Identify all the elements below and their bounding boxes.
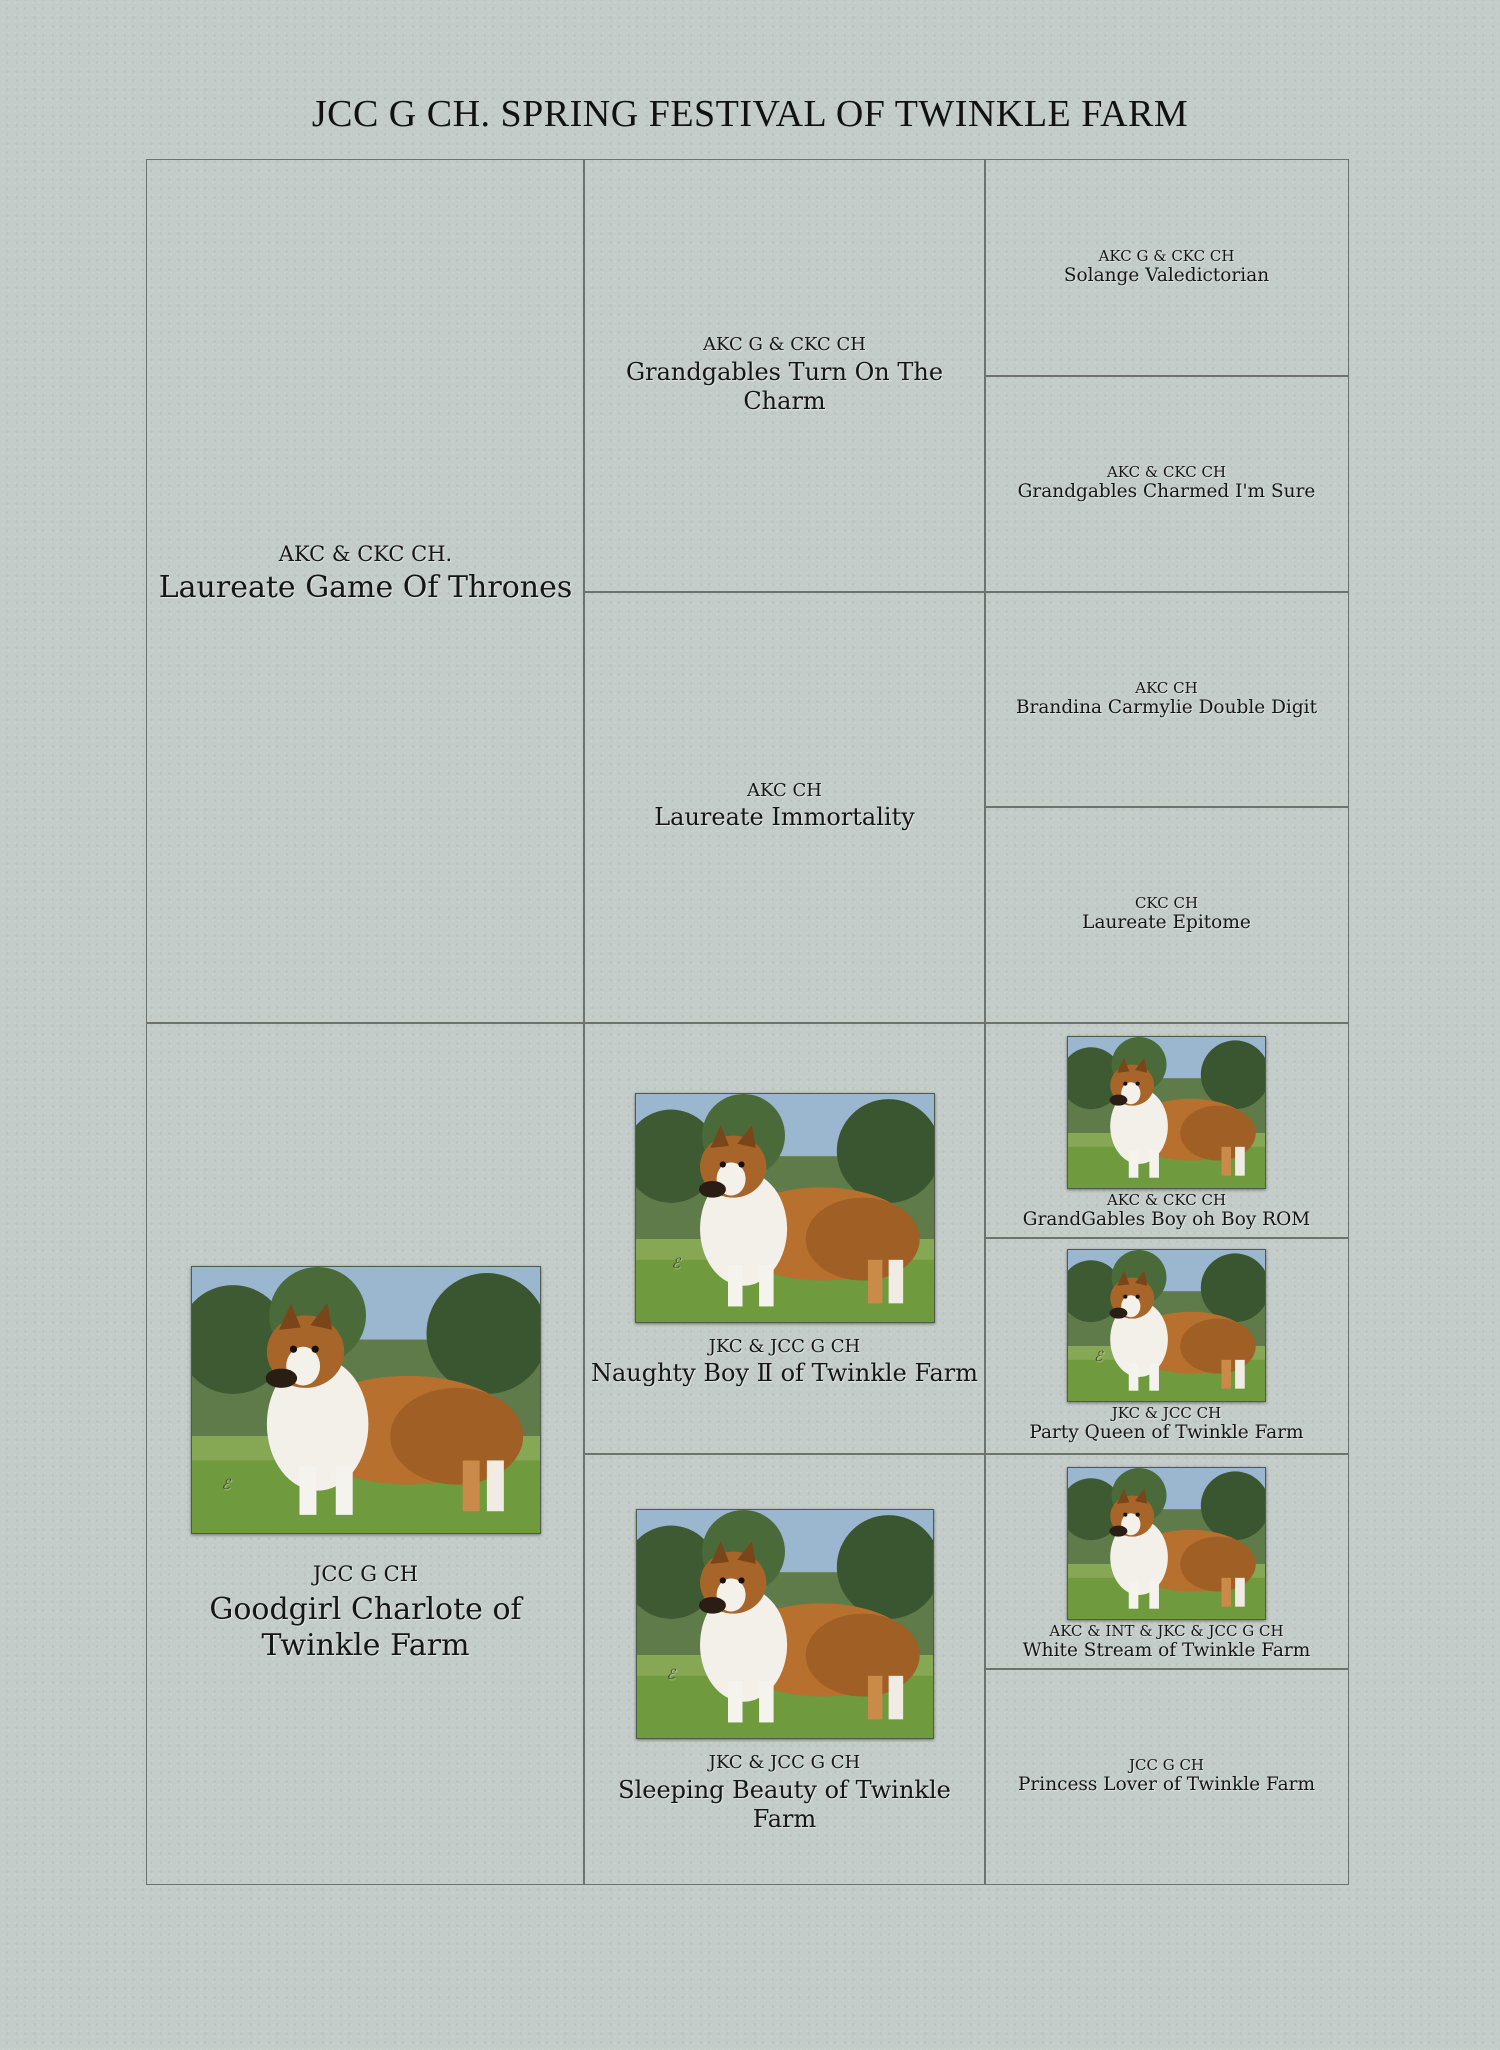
dam-dam-cell — [584, 1453, 985, 1884]
watermark: ℰ — [221, 1476, 230, 1493]
dam-dam-title: JKC & JCC G CH — [708, 1752, 861, 1774]
dam-sire-cell — [584, 1022, 985, 1453]
dam-photo — [191, 1266, 541, 1534]
sire-sire-title: AKC G & CKC CH — [702, 334, 866, 356]
dam-sire-sire-photo — [1067, 1036, 1266, 1189]
watermark: ℰ — [1094, 1349, 1103, 1365]
sire-sire-dam-name: Grandgables Charmed I'm Sure — [1017, 481, 1316, 503]
dam-title: JCC G CH — [312, 1561, 419, 1586]
sire-sire-dam-cell — [985, 376, 1348, 591]
dam-sire-sire-name: GrandGables Boy oh Boy ROM — [1022, 1209, 1311, 1231]
dam-dam-dam-cell — [985, 1669, 1348, 1884]
sheltie-photo — [1068, 1037, 1265, 1188]
sire-dam-sire-title: AKC CH — [1135, 678, 1198, 697]
sire-name: Laureate Game Of Thrones — [158, 570, 573, 606]
sheltie-photo — [637, 1510, 933, 1738]
dam-sire-photo — [635, 1093, 935, 1323]
watermark: ℰ — [671, 1255, 680, 1272]
sheltie-photo — [1068, 1250, 1265, 1401]
dam-sire-sire-title: AKC & CKC CH — [1106, 1191, 1227, 1209]
dam-sire-dam-photo — [1067, 1249, 1266, 1402]
sheltie-photo — [636, 1094, 934, 1322]
dam-name: Goodgirl Charlote of Twinkle Farm — [209, 1592, 522, 1664]
sire-sire-sire-name: Solange Valedictorian — [1063, 265, 1270, 287]
watermark: ℰ — [666, 1667, 675, 1684]
dam-sire-name: Naughty Boy Ⅱ of Twinkle Farm — [590, 1359, 979, 1388]
sire-title: AKC & CKC CH. — [278, 541, 453, 566]
sire-sire-cell — [584, 160, 985, 591]
sheltie-photo — [1068, 1468, 1265, 1619]
dam-dam-sire-title: AKC & INT & JKC & JCC G CH — [1049, 1622, 1284, 1640]
dam-dam-sire-photo — [1067, 1467, 1266, 1620]
dam-dam-name: Sleeping Beauty of Twinkle Farm — [618, 1776, 951, 1833]
dam-dam-photo — [636, 1509, 934, 1739]
dam-dam-sire-name: White Stream of Twinkle Farm — [1022, 1640, 1311, 1662]
sire-dam-dam-title: CKC CH — [1134, 893, 1199, 912]
sire-sire-dam-title: AKC & CKC CH — [1106, 462, 1227, 481]
sire-dam-sire-name: Brandina Carmylie Double Digit — [1015, 697, 1318, 719]
dam-dam-dam-name: Princess Lover of Twinkle Farm — [1017, 1774, 1315, 1796]
sire-sire-sire-title: AKC G & CKC CH — [1098, 246, 1235, 265]
sire-cell — [147, 160, 584, 1022]
sire-sire-name: Grandgables Turn On The Charm — [625, 358, 944, 415]
dam-sire-dam-cell — [985, 1238, 1348, 1453]
sire-dam-dam-cell — [985, 807, 1348, 1022]
sire-sire-sire-cell — [985, 160, 1348, 375]
dam-dam-dam-title: JCC G CH — [1128, 1755, 1205, 1774]
sire-dam-name: Laureate Immortality — [654, 803, 915, 832]
sire-dam-cell — [584, 591, 985, 1022]
dam-dam-sire-cell — [985, 1454, 1348, 1669]
pedigree-table — [146, 159, 1349, 1885]
sire-dam-dam-name: Laureate Epitome — [1082, 912, 1251, 934]
dam-sire-title: JKC & JCC G CH — [708, 1335, 861, 1357]
dam-cell — [147, 1022, 584, 1884]
dam-sire-sire-cell — [985, 1023, 1348, 1238]
sire-dam-title: AKC CH — [747, 779, 822, 801]
sire-dam-sire-cell — [985, 592, 1348, 807]
sheltie-photo — [192, 1267, 540, 1533]
dam-sire-dam-title: JKC & JCC CH — [1111, 1404, 1222, 1422]
dam-sire-dam-name: Party Queen of Twinkle Farm — [1029, 1422, 1304, 1444]
page-title: JCC G CH. SPRING FESTIVAL OF TWINKLE FARM — [311, 93, 1189, 135]
